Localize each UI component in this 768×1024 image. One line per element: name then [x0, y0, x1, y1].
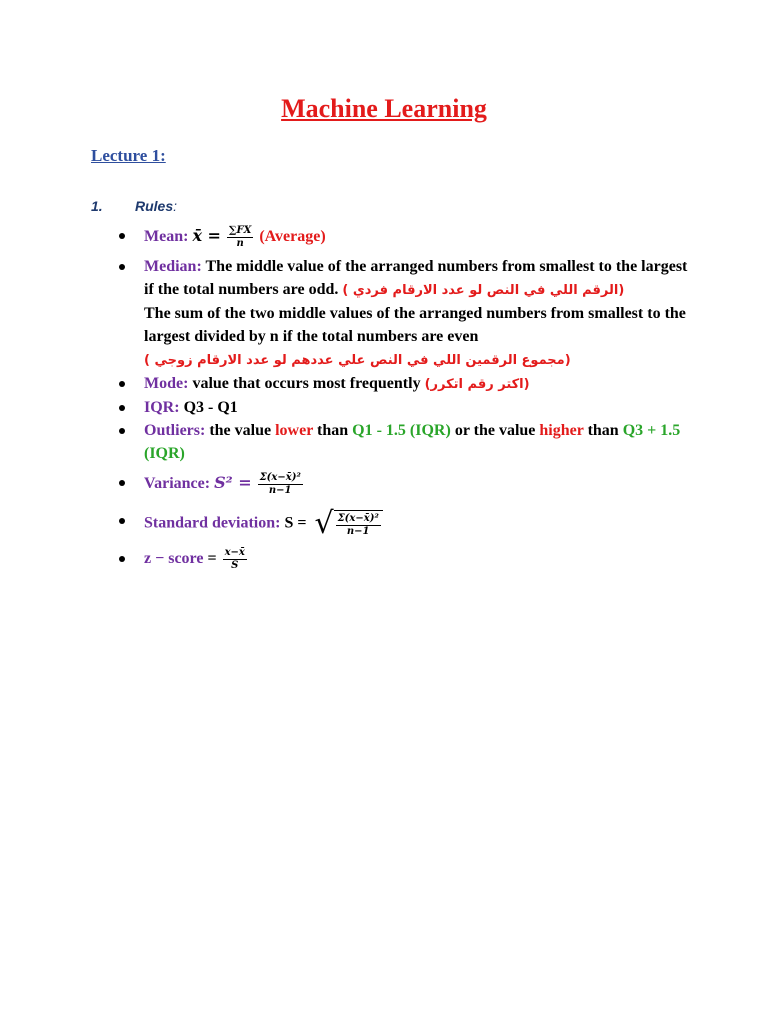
outliers-higher: higher [539, 421, 584, 439]
bullet-icon [119, 556, 125, 562]
page-title: Machine Learning [281, 94, 487, 123]
stddev-fraction [336, 513, 381, 538]
bullet-icon [119, 381, 125, 387]
mean-note: (Average) [259, 228, 326, 245]
bullet-icon [119, 518, 125, 524]
mean-numerator: ∑FX [228, 224, 252, 236]
stddev-lhs: S = [284, 514, 307, 532]
variance-fraction [258, 472, 303, 497]
list-item-mean [116, 224, 696, 250]
list-item-stddev [116, 505, 696, 541]
median-odd-text: The middle value of the arranged numbers from smallest to the largest if the total numbers are odd. [144, 257, 688, 298]
mode-arabic: (اكتر رقم اتكرر) [424, 376, 530, 392]
zscore-label: z − score [144, 549, 204, 567]
rules-list [116, 224, 696, 572]
section-label: Rules [135, 198, 174, 214]
list-item-iqr [116, 396, 696, 419]
iqr-text: Q3 - Q1 [183, 398, 238, 416]
bullet-icon [119, 405, 125, 411]
mode-label: Mode: [144, 374, 189, 392]
outliers-t3: or the value [454, 421, 536, 439]
median-even-text: The sum of the two middle values of the arranged numbers from smallest to the largest divided by n if the total numbers are even [144, 304, 686, 345]
list-item-mode [116, 372, 696, 396]
list-item-zscore [116, 547, 696, 572]
outliers-lower: lower [275, 421, 314, 439]
mean-lhs: x̄ = [192, 226, 221, 245]
outliers-q1: Q1 - 1.5 (IQR) [352, 421, 451, 439]
median-label: Median: [144, 257, 202, 275]
variance-denominator: n−1 [268, 484, 292, 496]
mean-fraction [227, 225, 253, 250]
section-number: 1. [91, 198, 103, 214]
zscore-numerator: x−x̄ [224, 546, 245, 558]
zscore-fraction [223, 547, 247, 572]
mode-text: value that occurs most frequently [192, 374, 421, 392]
zscore-denominator: S [231, 559, 239, 571]
outliers-label: Outliers: [144, 421, 206, 439]
zscore-eq: = [207, 549, 217, 567]
variance-label: Variance: [144, 474, 211, 492]
median-odd-arabic: ( الرقم اللي في النص لو عدد الارقام فردي) [342, 282, 625, 298]
bullet-icon [119, 480, 125, 486]
sqrt-icon: √ $\frac{\text{Σ(x−x̄)²}}{n-1}$ [314, 509, 382, 539]
bullet-icon [119, 264, 125, 270]
mean-label: Mean [144, 228, 184, 245]
list-item-outliers [116, 419, 696, 465]
lecture-heading: Lecture 1: [91, 146, 166, 165]
iqr-label: IQR: [144, 398, 180, 416]
bullet-icon [119, 428, 125, 434]
stddev-label: Standard deviation: [144, 514, 281, 532]
variance-lhs: S² = [214, 472, 252, 492]
list-item-variance [116, 471, 696, 497]
mean-denominator: n [236, 237, 244, 249]
variance-numerator: Σ(x−x̄)² [259, 471, 301, 483]
mean-colon: : [183, 228, 189, 245]
bullet-icon [119, 233, 125, 239]
list-item-median [116, 255, 696, 372]
outliers-t2: than [317, 421, 349, 439]
section-colon: : [173, 198, 178, 214]
outliers-t1: the value [209, 421, 272, 439]
outliers-q3: Q3 + 1.5 (IQR) [144, 421, 681, 462]
stddev-denominator: n−1 [346, 525, 370, 537]
outliers-t4: than [587, 421, 619, 439]
stddev-numerator: Σ(x−x̄)² [337, 512, 379, 524]
section-heading [91, 198, 177, 214]
median-even-arabic: ( مجموع الرقمين اللي في النص علي عددهم لو عدد الارقام زوجي) [144, 352, 571, 368]
